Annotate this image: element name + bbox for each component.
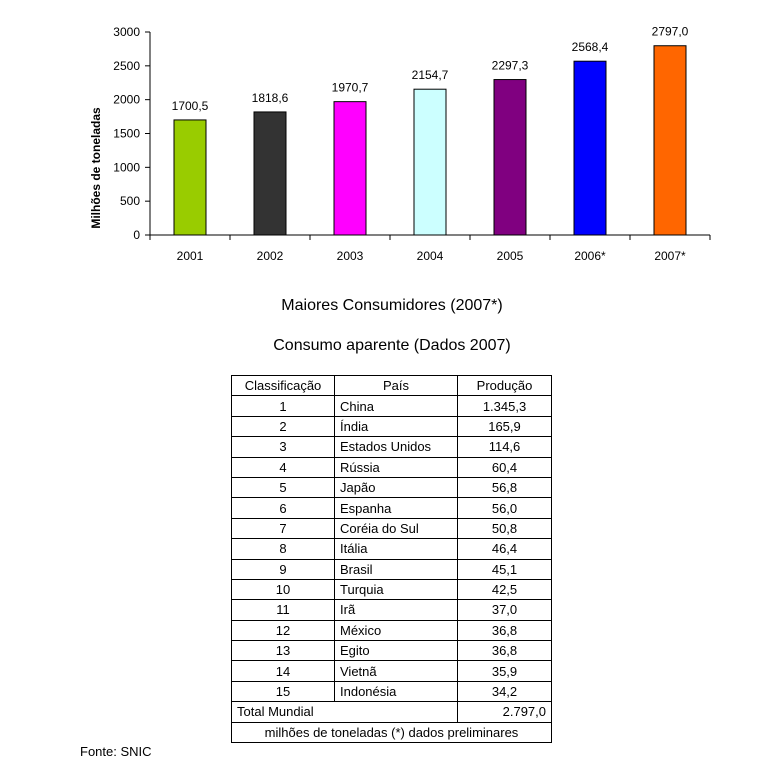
bar-value-label: 2297,3	[491, 58, 529, 73]
y-tick-label: 2500	[113, 58, 140, 73]
cell-country: Indonésia	[335, 681, 458, 701]
cell-rank: 2	[232, 416, 335, 436]
table-header-row	[232, 376, 552, 396]
bar-value-label: 2568,4	[571, 40, 609, 55]
cell-country: Rússia	[335, 457, 458, 477]
bar	[494, 80, 526, 235]
table-row	[232, 579, 552, 599]
cell-production: 45,1	[458, 559, 552, 579]
table-row	[232, 620, 552, 640]
cell-country: Índia	[335, 416, 458, 436]
cell-production: 56,8	[458, 477, 552, 497]
y-tick-label: 500	[119, 194, 140, 209]
cell-country: Espanha	[335, 498, 458, 518]
bar	[174, 120, 206, 235]
cell-production: 42,5	[458, 579, 552, 599]
consumers-table	[231, 375, 552, 743]
cell-country: Brasil	[335, 559, 458, 579]
cell-production: 36,8	[458, 620, 552, 640]
bar	[414, 89, 446, 235]
table-row	[232, 396, 552, 416]
table-row	[232, 437, 552, 457]
cell-production: 114,6	[458, 437, 552, 457]
header-country: País	[335, 376, 458, 396]
cell-country: Turquia	[335, 579, 458, 599]
table-row	[232, 681, 552, 701]
total-row	[232, 702, 552, 722]
cell-rank: 13	[232, 641, 335, 661]
cell-country: Japão	[335, 477, 458, 497]
x-tick-label: 2003	[336, 249, 364, 263]
y-tick-label: 2000	[113, 92, 140, 107]
cell-production: 56,0	[458, 498, 552, 518]
bar-value-label: 2797,0	[651, 24, 689, 39]
cell-rank: 14	[232, 661, 335, 681]
cell-production: 1.345,3	[458, 396, 552, 416]
cell-rank: 10	[232, 579, 335, 599]
cell-rank: 5	[232, 477, 335, 497]
cell-rank: 4	[232, 457, 335, 477]
cell-country: Egito	[335, 641, 458, 661]
bar	[574, 61, 606, 235]
cell-production: 165,9	[458, 416, 552, 436]
bar-chart	[0, 0, 757, 290]
cell-country: Estados Unidos	[335, 437, 458, 457]
footnote-row	[232, 722, 552, 742]
y-tick-label: 1000	[113, 160, 140, 175]
bar	[654, 46, 686, 235]
table-row	[232, 661, 552, 681]
header-production: Produção	[458, 376, 552, 396]
x-tick-label: 2007*	[654, 249, 686, 263]
table-row	[232, 600, 552, 620]
y-tick-label: 0	[133, 228, 140, 242]
y-tick-label: 3000	[113, 25, 140, 39]
bar	[334, 102, 366, 235]
cell-production: 37,0	[458, 600, 552, 620]
bar-value-label: 1700,5	[171, 98, 209, 113]
bar-value-label: 1818,6	[251, 90, 289, 105]
header-rank: Classificação	[232, 376, 335, 396]
x-tick-label: 2006*	[574, 249, 606, 263]
cell-rank: 7	[232, 518, 335, 538]
total-label: Total Mundial	[232, 702, 458, 722]
y-axis-label: Milhões de toneladas	[89, 107, 103, 229]
cell-rank: 12	[232, 620, 335, 640]
bar-value-label: 1970,7	[331, 80, 369, 95]
cell-country: México	[335, 620, 458, 640]
table-row	[232, 498, 552, 518]
table-row	[232, 477, 552, 497]
cell-country: Vietnã	[335, 661, 458, 681]
table-row	[232, 539, 552, 559]
table-row	[232, 416, 552, 436]
table-row	[232, 518, 552, 538]
cell-rank: 3	[232, 437, 335, 457]
cell-rank: 6	[232, 498, 335, 518]
x-tick-label: 2005	[496, 249, 524, 263]
cell-country: Itália	[335, 539, 458, 559]
bar	[254, 112, 286, 235]
table-title: Consumo aparente (Dados 2007)	[273, 337, 511, 354]
table-row	[232, 457, 552, 477]
table-row	[232, 559, 552, 579]
x-tick-label: 2002	[256, 249, 284, 263]
x-tick-label: 2004	[416, 249, 444, 263]
cell-rank: 1	[232, 396, 335, 416]
x-tick-label: 2001	[176, 249, 204, 263]
source-note: Fonte: SNIC	[80, 744, 152, 759]
cell-country: Coréia do Sul	[335, 518, 458, 538]
cell-rank: 8	[232, 539, 335, 559]
cell-production: 46,4	[458, 539, 552, 559]
y-tick-label: 1500	[113, 126, 140, 141]
cell-production: 34,2	[458, 681, 552, 701]
cell-production: 60,4	[458, 457, 552, 477]
total-value: 2.797,0	[458, 702, 552, 722]
table-body	[232, 396, 552, 702]
cell-production: 36,8	[458, 641, 552, 661]
cell-country: China	[335, 396, 458, 416]
bar-value-label: 2154,7	[411, 68, 449, 83]
cell-country: Irã	[335, 600, 458, 620]
cell-production: 35,9	[458, 661, 552, 681]
cell-rank: 9	[232, 559, 335, 579]
table-row	[232, 641, 552, 661]
cell-rank: 15	[232, 681, 335, 701]
footnote: milhões de toneladas (*) dados preliminares	[232, 722, 552, 742]
cell-rank: 11	[232, 600, 335, 620]
chart-title: Maiores Consumidores (2007*)	[281, 297, 503, 314]
plot-area	[113, 25, 710, 263]
cell-production: 50,8	[458, 518, 552, 538]
